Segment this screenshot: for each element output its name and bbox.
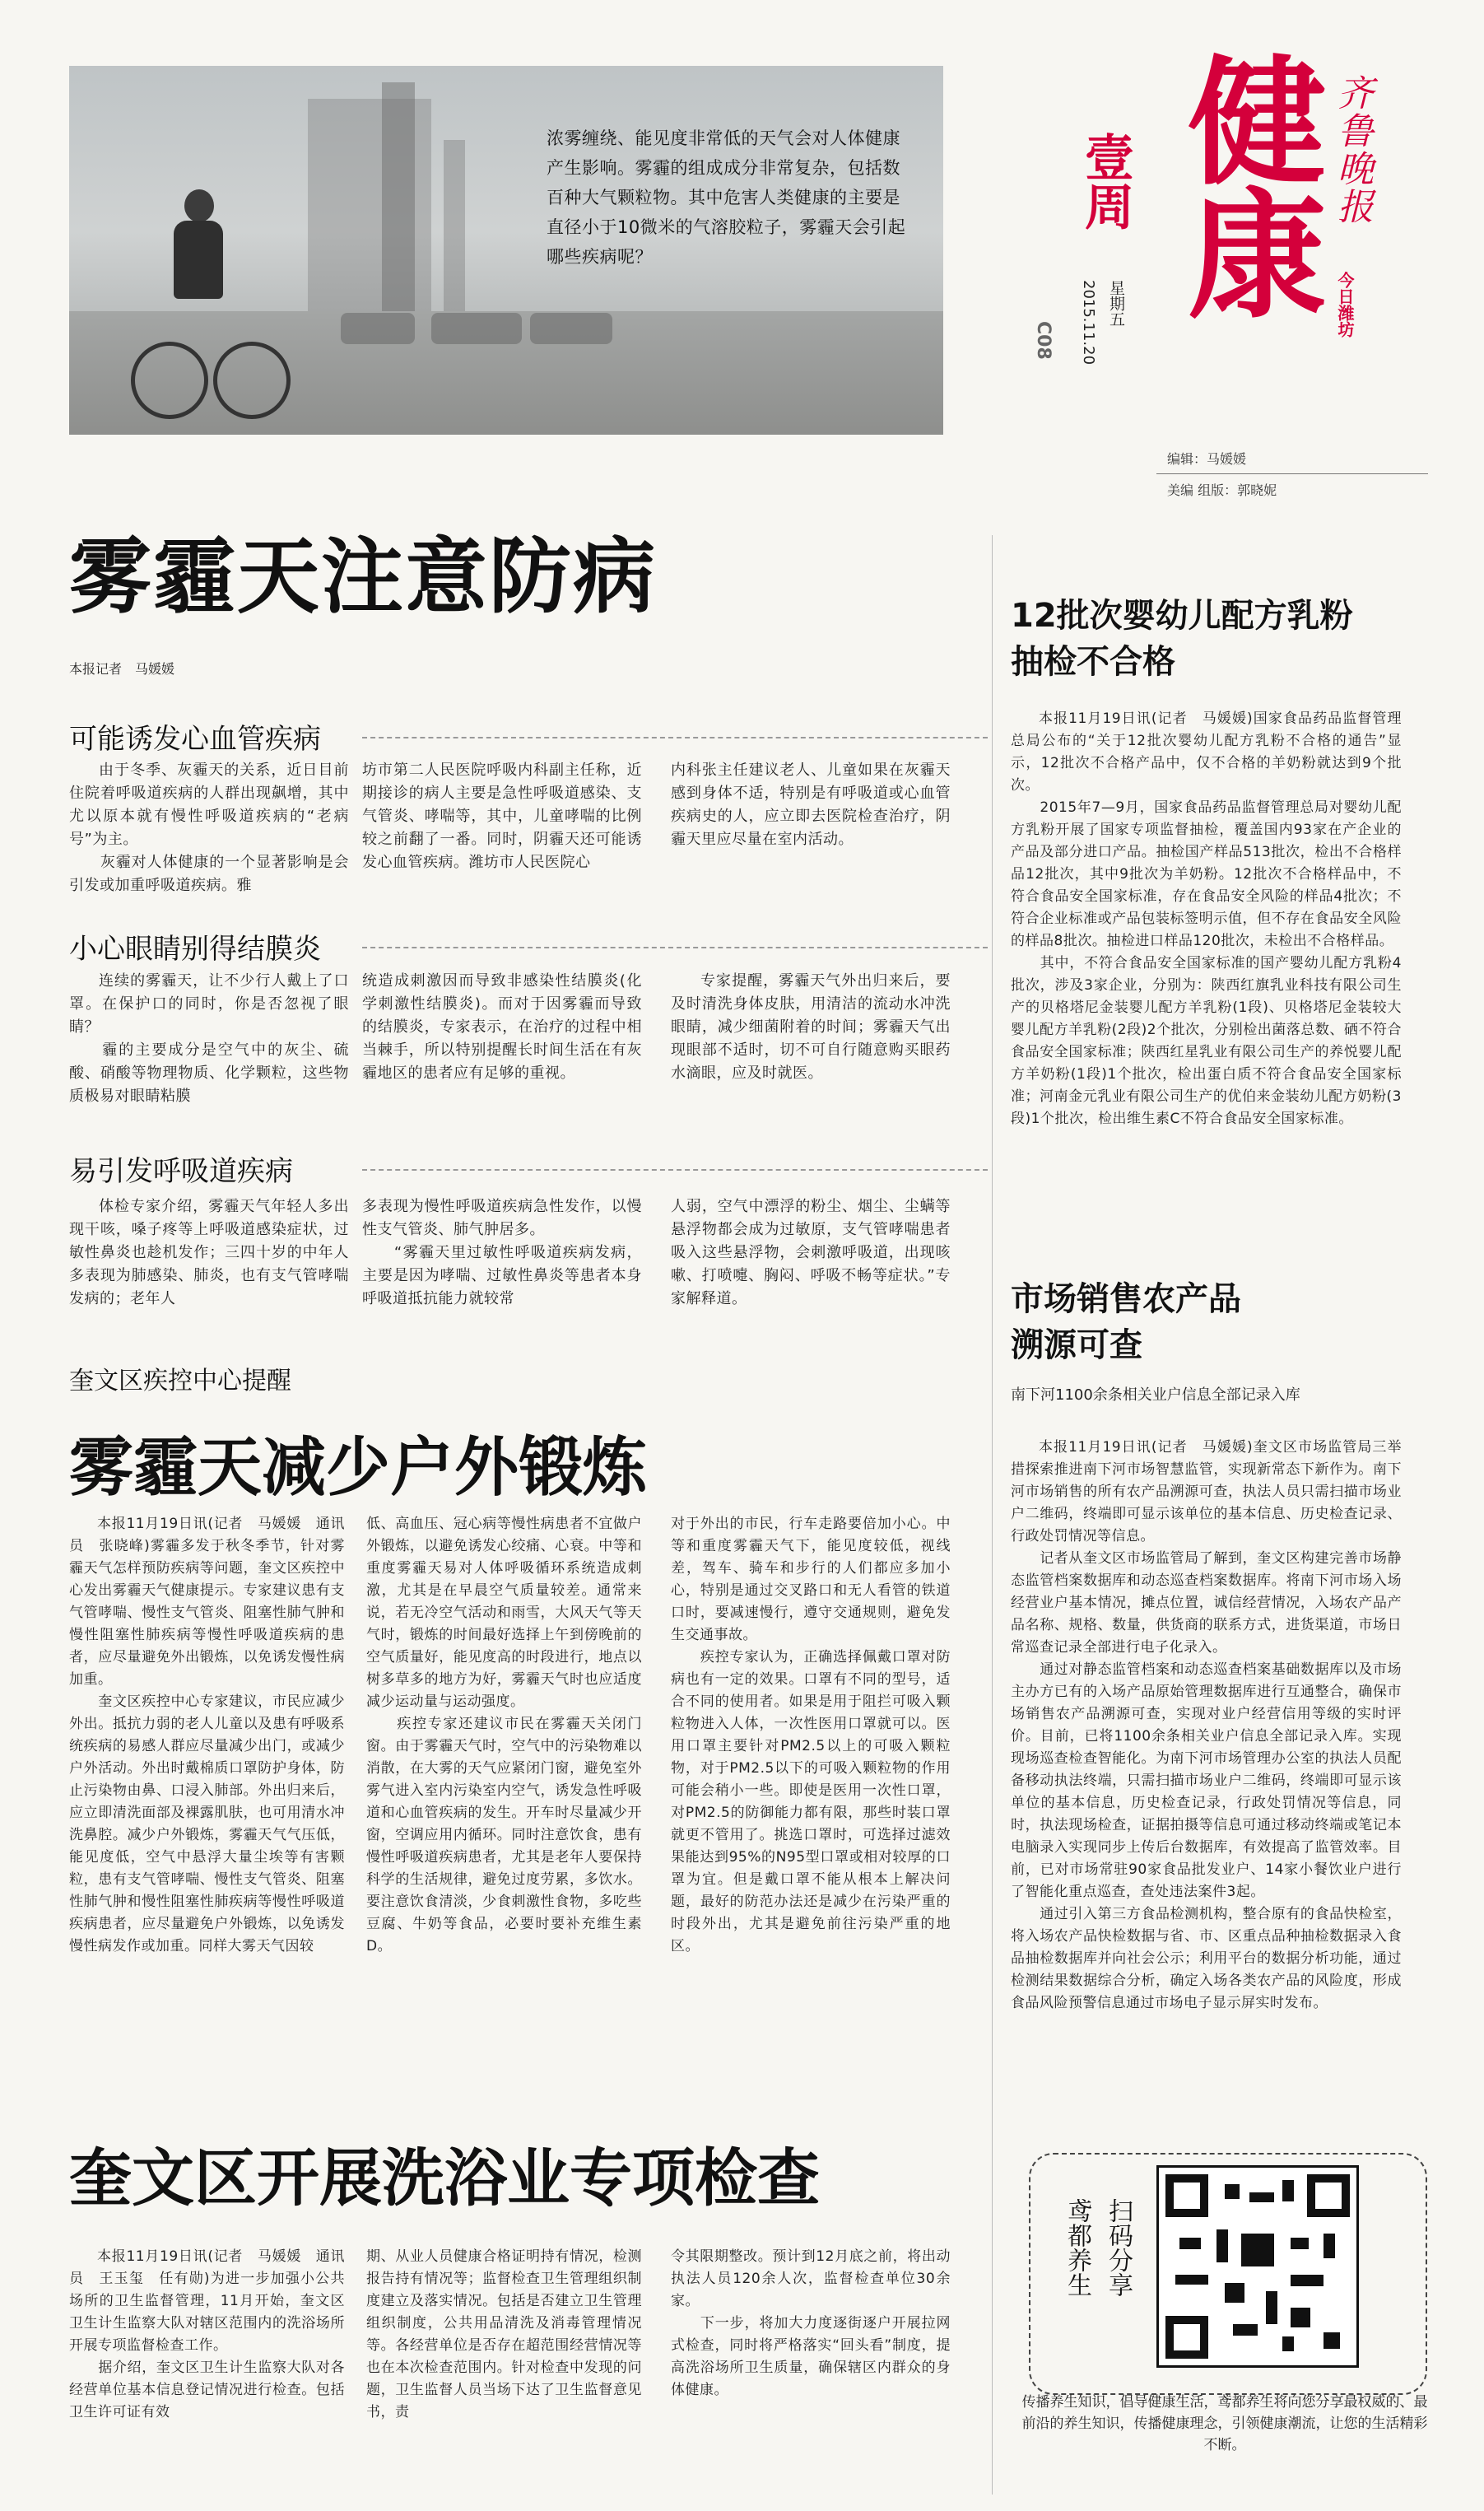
page-number: C08 xyxy=(1033,321,1054,360)
subheading-rule xyxy=(362,947,988,948)
car-silhouette xyxy=(431,313,522,344)
article-headline: 雾霾天注意防病 xyxy=(69,529,657,625)
car-silhouette xyxy=(341,313,415,344)
car-silhouette xyxy=(530,313,612,344)
subheading-rule xyxy=(362,1169,988,1171)
smog-photo xyxy=(69,66,943,435)
article-column: 人弱，空气中漂浮的粉尘、烟尘、尘螨等悬浮物都会成为过敏原，支气管哮喘患者吸入这些悬浮物，会刺激呼吸道，出现咳嗽、打喷嚏、胸闷、呼吸不畅等症状。”专家解释道。 xyxy=(671,1198,951,1307)
article-column: 本报11月19日讯(记者 马媛媛)国家食品药品监督管理总局公布的“关于12批次婴幼儿配方乳粉不合格的通告”显示，12批次不合格产品中，仅不合格的羊奶粉就达到9个批次。 2015年7—9月，国家食品药品监督管理总局对婴幼儿配方乳粉开展了国家专项监督抽检，覆盖国内93家在产企业的产品及部分进口产品。抽检国产样品513批次，检出不合格样品12批次，其中9批次为羊奶粉。12批次不合格样品中，不符合食品安全国家标准，存在食品安全风险的样品4批次；不符合企业标准或产品包装标签明示值，但不存在食品安全风险的样品8批次。抽检进口样品120批次，未检出不合格样品。 其中，不符合食品安全国家标准的国产婴幼儿配方乳粉4批次，涉及3家企业，分别为：陕西红旗乳业科技有限公司生产的贝格塔尼金装婴儿配方羊乳粉(1段)、贝格塔尼金装较大婴儿配方羊乳粉(2段)2个批次，分别检出菌落总数、硒不符合食品安全国家标准；陕西红星乳业有限公司生产的养悦婴儿配方羊奶粉(1段)1个批次，检出蛋白质不符合食品安全国家标准；河南金元乳业有限公司生产的优伯来金装幼儿配方奶粉(3段)1个批次，检出维生素C不符合食品安全国家标准。 xyxy=(1011,710,1402,1127)
issue-date: 2015.11.20 xyxy=(1080,280,1097,366)
cyclist-figure xyxy=(147,189,246,338)
qr-vertical-text: 扫码分享 xyxy=(1104,2198,1133,2297)
art-editor-credit: 美编 组版：郭晓妮 xyxy=(1167,482,1277,498)
article-column: 令其限期整改。预计到12月底之前，将出动执法人员120余人次，监督检查单位30余家。 下一步，将加大力度逐街逐户开展拉网式检查，同时将严格落实“回头看”制度，提高洗浴场所卫生质量，确保辖区内群众的身体健康。 xyxy=(671,2248,951,2398)
article-column: 期、从业人员健康合格证明持有情况，检测报告持有情况等；监督检查卫生管理组织制度建立及落实情况。包括是否建立卫生管理组织制度，公共用品清洗及消毒管理情况等。各经营单位是否存在超范围经营情况等也在本次检查范围内。针对检查中发现的问题，卫生监督人员当场下达了卫生监督意见书，责 xyxy=(366,2248,642,2420)
newspaper-logo: 齐鲁晚报 xyxy=(1331,74,1373,226)
article-headline: 奎文区开展洗浴业专项检查 xyxy=(69,2141,820,2215)
newspaper-logo-sub: 今日潍坊 xyxy=(1335,272,1355,338)
editor-credit: 编辑：马媛媛 xyxy=(1167,451,1247,467)
photo-caption: 浓雾缠绕、能见度非常低的天气会对人体健康产生影响。雾霾的组成成分非常复杂，包括数百种大气颗粒物。其中危害人类健康的主要是直径小于10微米的气溶胶粒子，雾霾天会引起哪些疾病呢？ xyxy=(547,128,906,267)
article-headline: 市场销售农产品 溯源可查 xyxy=(1011,1280,1241,1364)
article-column: 本报11月19日讯(记者 马媛媛 通讯员 张晓峰)雾霾多发于秋冬季节，针对雾霾天气怎样预防疾病等问题，奎文区疾控中心发出雾霾天气健康提示。专家建议患有支气管哮喘、慢性支气管炎、阻塞性肺气肿和慢性阻塞性肺疾病等慢性呼吸道疾病的患者，应尽量避免外出锻炼，以免诱发慢性病加重。 奎文区疾控中心专家建议，市民应减少外出。抵抗力弱的老人儿童以及患有呼吸系统疾病的易感人群应尽量减少出门，或减少户外活动。外出时戴棉质口罩防护身体，防止污染物由鼻、口浸入肺部。外出归来后，应立即清洗面部及裸露肌肤，也可用清水冲洗鼻腔。减少户外锻炼，雾霾天气气压低，能见度低，空气中悬浮大量尘埃等有害颗粒，患有支气管哮喘、慢性支气管炎、阻塞性肺气肿和慢性阻塞性肺疾病等慢性呼吸道疾病患者，应尽量避免户外锻炼，以免诱发慢性病发作或加重。同样大雾天气因较 xyxy=(69,1516,345,1954)
article-column: 由于冬季、灰霾天的关系，近日目前住院着呼吸道疾病的人群出现飙增，其中尤以原本就有慢性呼吸道疾病的“老病号”为主。 灰霾对人体健康的一个显著影响是会引发或加重呼吸道疾病。雅 xyxy=(69,762,349,894)
subheading: 易引发呼吸道疾病 xyxy=(69,1155,293,1188)
article-column: 本报11月19日讯(记者 马媛媛 通讯员 王玉玺 任有勋)为进一步加强小公共场所的卫生监督管理，11月开始，奎文区卫生计生监察大队对辖区范围内的洗浴场所开展专项监督检查工作。 据介绍，奎文区卫生计生监察大队对各经营单位基本信息登记情况进行检查。包括卫生许可证有效 xyxy=(69,2248,345,2420)
article-column: 本报11月19日讯(记者 马媛媛)奎文区市场监管局三举措探索推进南下河市场智慧监管，实现新常态下新作为。南下河市场销售的所有农产品溯源可查，执法人员只需扫描市场业户二维码，终端即可显示该单位的基本信息、历史检查记录、行政处罚情况等信息。 记者从奎文区市场监管局了解到，奎文区构建完善市场静态监管档案数据库和动态巡查档案数据库。将南下河市场入场经营业户基本情况，摊点位置，诚信经营情况，入场农产品产品名称、规格、数量，供货商的联系方式，进货渠道，市场日常巡查记录全部进行电子化录入。 通过对静态监管档案和动态巡查档案基础数据库以及市场主办方已有的入场产品原始管理数据库进行互通整合，确保市场销售农产品溯源可查，实现对业户经营信用等级的实时评价。目前，已将1100余条相关业户信息全部记录入库。实现现场巡查检查智能化。为南下河市场管理办公室的执法人员配备移动执法终端，只需扫描市场业户二维码，终端即可显示该单位的基本信息，历史检查记录，行政处罚情况等信息，同时，执法现场检查，证据拍摄等信息可通过移动终端或笔记本电脑录入实现同步上传后台数据库，有效提高了监管效率。目前，已对市场常驻90家食品批发业户、14家小餐饮业户进行了智能化重点巡查，查处违法案件3起。 通过引入第三方食品检测机构，整合原有的食品快检室，将入场农产品快检数据与省、市、区重点品种抽检数据录入食品抽检数据库并向社会公示；利用平台的数据分析功能，通过检测结果数据综合分析，确定入场各类农产品的风险度，形成食品风险预警信息通过市场电子显示屏实时发布。 xyxy=(1011,1439,1402,2011)
bike-wheel xyxy=(131,342,208,419)
qr-caption: 传播养生知识，倡导健康生活，鸢都养生将向您分享最权威的、最前沿的养生知识，传播健康理念，引领健康潮流，让您的生活精彩不断。 xyxy=(1021,2394,1428,2453)
subheading: 小心眼睛别得结膜炎 xyxy=(69,933,321,966)
article-column: 低、高血压、冠心病等慢性病患者不宜做户外锻炼，以避免诱发心绞痛、心衰。中等和重度雾霾天易对人体呼吸循环系统造成刺激，尤其是在早晨空气质量较差。通常来说，若无冷空气活动和雨雪，大风天气等天气时，锻炼的时间最好选择上午到傍晚前的空气质量好，能见度高的时段进行，地点以树多草多的地方为好，雾霾天气时也应适度减少运动量与运动强度。 疾控专家还建议市民在雾霾天关闭门窗。由于雾霾天气时，空气中的污染物难以消散，在大雾的天气应紧闭门窗，避免室外雾气进入室内污染室内空气，诱发急性呼吸道和心血管疾病的发生。开车时尽量减少开窗，空调应用内循环。同时注意饮食，患有慢性呼吸道疾病患者，尤其是老年人要保持科学的生活规律，避免过度劳累，多饮水。要注意饮食清淡，少食刺激性食物，多吃些豆腐、牛奶等食品，必要时要补充维生素D。 xyxy=(366,1516,642,1954)
article-column: 统造成刺激因而导致非感染性结膜炎(化学刺激性结膜炎)。而对于因雾霾而导致的结膜炎，专家表示，在治疗的过程中相当棘手，所以特别提醒长时间生活在有灰霾地区的患者应有足够的重视。 xyxy=(362,972,642,1082)
article-column: 多表现为慢性呼吸道疾病急性发作，以慢性支气管炎、肺气肿居多。 “雾霾天里过敏性呼吸道疾病发病，主要是因为哮喘、过敏性鼻炎等患者本身呼吸道抵抗能力就较常 xyxy=(362,1198,642,1307)
article-headline: 雾霾天减少户外锻炼 xyxy=(69,1431,648,1505)
weekday: 星期五 xyxy=(1107,280,1125,327)
weekly-label: 壹周 xyxy=(1077,132,1134,231)
column-divider xyxy=(992,535,993,2495)
subheading: 可能诱发心血管疾病 xyxy=(69,723,321,756)
article-byline: 本报记者 马媛媛 xyxy=(69,661,175,677)
article-column: 体检专家介绍，雾霾天气年轻人多出现干咳，嗓子疼等上呼吸道感染症状，过敏性鼻炎也趁机发作；三四十岁的中年人多表现为肺感染、肺炎，也有支气管哮喘发病的；老年人 xyxy=(69,1198,349,1307)
masthead-divider xyxy=(1156,473,1428,474)
section-title: 健康 xyxy=(1165,49,1328,316)
subheading-rule xyxy=(362,737,988,738)
article-column: 坊市第二人民医院呼吸内科副主任称，近期接诊的病人主要是急性呼吸道感染、支气管炎、哮喘等，其中，儿童哮喘的比例较之前翻了一番。同时，阴霾天还可能诱发心血管疾病。潍坊市人民医院心 xyxy=(362,762,642,871)
article-kicker: 奎文区疾控中心提醒 xyxy=(69,1367,291,1395)
article-subheading: 南下河1100余条相关业户信息全部记录入库 xyxy=(1011,1386,1300,1404)
article-column: 专家提醒，雾霾天气外出归来后，要及时清洗身体皮肤，用清洁的流动水冲洗眼睛，减少细菌附着的时间；雾霾天气出现眼部不适时，切不可自行随意购买眼药水滴眼，应及时就医。 xyxy=(671,972,951,1082)
article-headline: 12批次婴幼儿配方乳粉 抽检不合格 xyxy=(1011,597,1353,681)
article-column: 对于外出的市民，行车走路要倍加小心。中等和重度雾霾天气下，能见度较低，视线差，驾车、骑车和步行的人们都应多加小心，特别是通过交叉路口和无人看管的铁道口时，要减速慢行，遵守交通规则，避免发生交通事故。 疾控专家认为，正确选择佩戴口罩对防病也有一定的效果。口罩有不同的型号，适合不同的使用者。如果是用于阻拦可吸入颗粒物进入人体，一次性医用口罩就可以。医用口罩主要针对PM2.5以上的可吸入颗粒物，对于PM2.5以下的可吸入颗粒物的作用可能会稍小一些。即使是医用一次性口罩，对PM2.5的防御能力都有限，那些时装口罩就更不管用了。挑选口罩时，可选择过滤效果能达到95%的N95型口罩或相对较厚的口罩为宜。但是戴口罩不能从根本上解决问题，最好的防范办法还是减少在污染严重的时段外出，尤其是避免前往污染严重的地区。 xyxy=(671,1516,951,1954)
qr-vertical-text: 鸢都养生 xyxy=(1063,2198,1091,2297)
bike-wheel xyxy=(213,342,291,419)
article-column: 连续的雾霾天，让不少行人戴上了口罩。在保护口的同时，你是否忽视了眼睛？ 霾的主要成分是空气中的灰尘、硫酸、硝酸等物理物质、化学颗粒，这些物质极易对眼睛粘膜 xyxy=(69,972,349,1105)
qr-code[interactable] xyxy=(1156,2165,1359,2368)
article-column: 内科张主任建议老人、儿童如果在灰霾天感到身体不适，特别是有呼吸道或心血管疾病史的人，应立即去医院检查治疗，阴霾天里应尽量在室内活动。 xyxy=(671,762,951,848)
